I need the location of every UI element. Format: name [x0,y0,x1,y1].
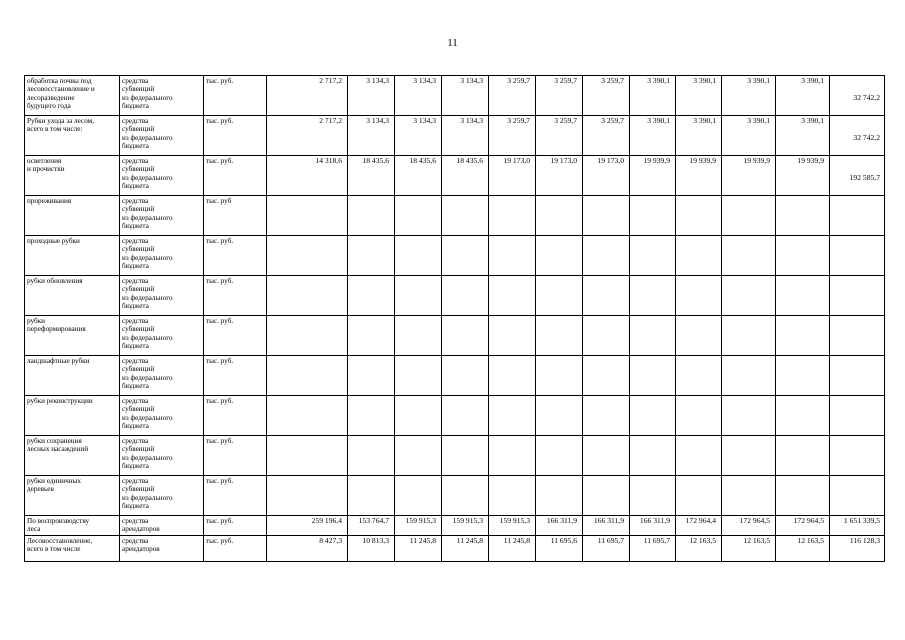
value-cell: 3 390,1 [676,116,722,156]
value-cell [442,436,489,476]
value-cell: 3 390,1 [676,76,722,116]
funding-source-cell: средства субвенций из федерального бюджета [120,116,204,156]
value-cell [348,236,395,276]
unit-cell: тыс. руб. [204,436,267,476]
value-cell: 3 259,7 [583,76,630,116]
total-cell [830,196,885,236]
value-cell: 11 695,7 [630,535,676,561]
value-cell [489,476,536,516]
value-cell: 3 134,3 [348,116,395,156]
unit-cell: тыс. руб. [204,535,267,561]
total-cell: 32 742,2 [830,116,885,156]
unit-cell: тыс. руб. [204,316,267,356]
value-cell [676,276,722,316]
value-cell [489,436,536,476]
unit-cell: тыс. руб. [204,276,267,316]
value-cell [267,276,348,316]
row-name-cell: Лесовосстановление, всего в том числе [25,535,120,561]
value-cell: 19 939,9 [776,156,830,196]
value-cell [395,436,442,476]
total-cell [830,236,885,276]
total-cell: 1 651 339,5 [830,516,885,536]
value-cell [442,276,489,316]
total-cell: 116 128,3 [830,535,885,561]
table-row [25,316,885,356]
value-cell: 159 915,3 [395,516,442,536]
value-cell: 166 311,9 [630,516,676,536]
table-row [25,516,885,536]
value-cell: 3 134,3 [395,116,442,156]
value-cell [630,396,676,436]
value-cell [676,196,722,236]
value-cell: 166 311,9 [536,516,583,536]
value-cell: 14 318,6 [267,156,348,196]
value-cell: 11 245,8 [489,535,536,561]
value-cell [722,476,776,516]
value-cell [536,396,583,436]
table-row [25,476,885,516]
funding-source-cell: средства субвенций из федерального бюджета [120,316,204,356]
unit-cell: тыс. руб. [204,236,267,276]
value-cell [722,276,776,316]
value-cell [630,276,676,316]
value-cell [630,436,676,476]
value-cell [676,396,722,436]
value-cell [776,236,830,276]
funding-source-cell: средства арендаторов [120,535,204,561]
table-row [25,276,885,316]
value-cell [536,276,583,316]
table-row [25,356,885,396]
value-cell [722,436,776,476]
value-cell [348,316,395,356]
value-cell: 3 390,1 [722,116,776,156]
value-cell [442,476,489,516]
value-cell [395,316,442,356]
value-cell: 19 173,0 [536,156,583,196]
total-cell [830,476,885,516]
value-cell [583,476,630,516]
row-name-cell: осветления и прочистки [25,156,120,196]
value-cell [776,276,830,316]
value-cell: 259 196,4 [267,516,348,536]
value-cell [722,356,776,396]
value-cell [348,276,395,316]
total-cell: 32 742,2 [830,76,885,116]
funding-source-cell: средства субвенций из федерального бюджета [120,276,204,316]
value-cell: 153 764,7 [348,516,395,536]
row-name-cell: прореживания [25,196,120,236]
value-cell: 12 163,5 [676,535,722,561]
unit-cell: тыс. руб. [204,476,267,516]
row-name-cell: рубки обновления [25,276,120,316]
value-cell: 159 915,3 [442,516,489,536]
value-cell [442,356,489,396]
value-cell: 18 435,6 [395,156,442,196]
value-cell [395,196,442,236]
value-cell [630,316,676,356]
value-cell [536,316,583,356]
value-cell [489,356,536,396]
value-cell [489,316,536,356]
value-cell: 12 163,5 [722,535,776,561]
row-name-cell: проходные рубки [25,236,120,276]
value-cell [267,316,348,356]
value-cell [348,356,395,396]
value-cell [536,236,583,276]
value-cell [676,476,722,516]
value-cell [583,356,630,396]
total-cell [830,436,885,476]
value-cell: 3 259,7 [536,76,583,116]
value-cell: 3 390,1 [630,116,676,156]
row-name-cell: рубки переформирования [25,316,120,356]
funding-source-cell: средства субвенций из федерального бюджета [120,436,204,476]
value-cell: 3 390,1 [630,76,676,116]
table-row [25,116,885,156]
funding-source-cell: средства субвенций из федерального бюджета [120,196,204,236]
total-cell [830,316,885,356]
value-cell [489,396,536,436]
value-cell: 3 134,3 [348,76,395,116]
value-cell [676,316,722,356]
funding-source-cell: средства субвенций из федерального бюджета [120,356,204,396]
value-cell: 3 390,1 [722,76,776,116]
table-row [25,196,885,236]
value-cell: 8 427,3 [267,535,348,561]
value-cell [583,436,630,476]
value-cell: 18 435,6 [442,156,489,196]
value-cell [267,356,348,396]
value-cell [267,476,348,516]
value-cell [267,436,348,476]
value-cell: 159 915,3 [489,516,536,536]
row-name-cell: По воспроизводству леса [25,516,120,536]
value-cell [442,196,489,236]
value-cell [722,396,776,436]
funding-source-cell: средства арендаторов [120,516,204,536]
row-name-cell: рубки реконструкции [25,396,120,436]
value-cell [776,356,830,396]
row-name-cell: обработка почвы под лесовосстановление и лесоразведение будущего года [25,76,120,116]
value-cell [776,396,830,436]
value-cell [395,396,442,436]
value-cell: 19 939,9 [722,156,776,196]
value-cell [536,196,583,236]
unit-cell: тыс. руб. [204,516,267,536]
value-cell [395,476,442,516]
value-cell: 18 435,6 [348,156,395,196]
value-cell [348,436,395,476]
value-cell [348,396,395,436]
table-row [25,156,885,196]
value-cell [583,236,630,276]
value-cell [583,316,630,356]
value-cell [442,316,489,356]
table-row [25,236,885,276]
value-cell: 3 259,7 [536,116,583,156]
value-cell: 12 163,5 [776,535,830,561]
table-row [25,396,885,436]
value-cell [676,356,722,396]
funding-source-cell: средства субвенций из федерального бюджета [120,396,204,436]
value-cell: 3 134,3 [442,116,489,156]
value-cell [267,196,348,236]
unit-cell: тыс. руб. [204,156,267,196]
value-cell: 172 964,5 [776,516,830,536]
value-cell: 3 259,7 [583,116,630,156]
row-name-cell: рубки сохранения лесных насаждений [25,436,120,476]
value-cell [776,436,830,476]
value-cell [776,476,830,516]
value-cell: 11 245,8 [442,535,489,561]
value-cell [348,196,395,236]
value-cell [536,476,583,516]
table-row [25,535,885,561]
value-cell: 19 939,9 [630,156,676,196]
row-name-cell: ландшафтные рубки [25,356,120,396]
total-cell: 192 585,7 [830,156,885,196]
row-name-cell: рубки единичных деревьев [25,476,120,516]
unit-cell: тыс. руб. [204,76,267,116]
value-cell [722,316,776,356]
value-cell [442,396,489,436]
table-row [25,436,885,476]
value-cell: 3 390,1 [776,76,830,116]
value-cell [630,356,676,396]
value-cell: 10 813,3 [348,535,395,561]
value-cell [776,316,830,356]
value-cell [489,236,536,276]
value-cell: 19 939,9 [676,156,722,196]
value-cell [722,236,776,276]
value-cell [395,276,442,316]
unit-cell: тыс. руб. [204,356,267,396]
value-cell: 19 173,0 [583,156,630,196]
row-name-cell: Рубки ухода за лесом, всего в том числе: [25,116,120,156]
value-cell [722,196,776,236]
unit-cell: тыс. руб [204,196,267,236]
table-body [25,76,885,562]
value-cell: 11 695,6 [536,535,583,561]
table-row [25,76,885,116]
page-number: 11 [447,37,458,49]
budget-table [24,75,885,562]
value-cell [630,196,676,236]
unit-cell: тыс. руб. [204,396,267,436]
value-cell: 3 259,7 [489,76,536,116]
value-cell [583,196,630,236]
value-cell: 2 717,2 [267,76,348,116]
value-cell [489,276,536,316]
value-cell: 11 695,7 [583,535,630,561]
value-cell: 11 245,8 [395,535,442,561]
value-cell: 3 134,3 [395,76,442,116]
funding-source-cell: средства субвенций из федерального бюджета [120,476,204,516]
unit-cell: тыс. руб. [204,116,267,156]
value-cell: 3 390,1 [776,116,830,156]
value-cell [776,196,830,236]
value-cell [267,236,348,276]
value-cell: 19 173,0 [489,156,536,196]
value-cell: 3 134,3 [442,76,489,116]
funding-source-cell: средства субвенций из федерального бюджета [120,236,204,276]
value-cell [630,236,676,276]
value-cell [442,236,489,276]
value-cell [348,476,395,516]
value-cell [395,356,442,396]
value-cell: 2 717,2 [267,116,348,156]
value-cell [536,356,583,396]
value-cell [583,396,630,436]
value-cell: 3 259,7 [489,116,536,156]
value-cell [267,396,348,436]
value-cell: 172 964,5 [722,516,776,536]
value-cell: 172 964,4 [676,516,722,536]
value-cell [489,196,536,236]
value-cell [676,236,722,276]
value-cell [630,476,676,516]
total-cell [830,396,885,436]
total-cell [830,356,885,396]
value-cell [676,436,722,476]
value-cell [395,236,442,276]
value-cell: 166 311,9 [583,516,630,536]
value-cell [536,436,583,476]
funding-source-cell: средства субвенций из федерального бюджета [120,76,204,116]
total-cell [830,276,885,316]
funding-source-cell: средства субвенций из федерального бюджета [120,156,204,196]
value-cell [583,276,630,316]
